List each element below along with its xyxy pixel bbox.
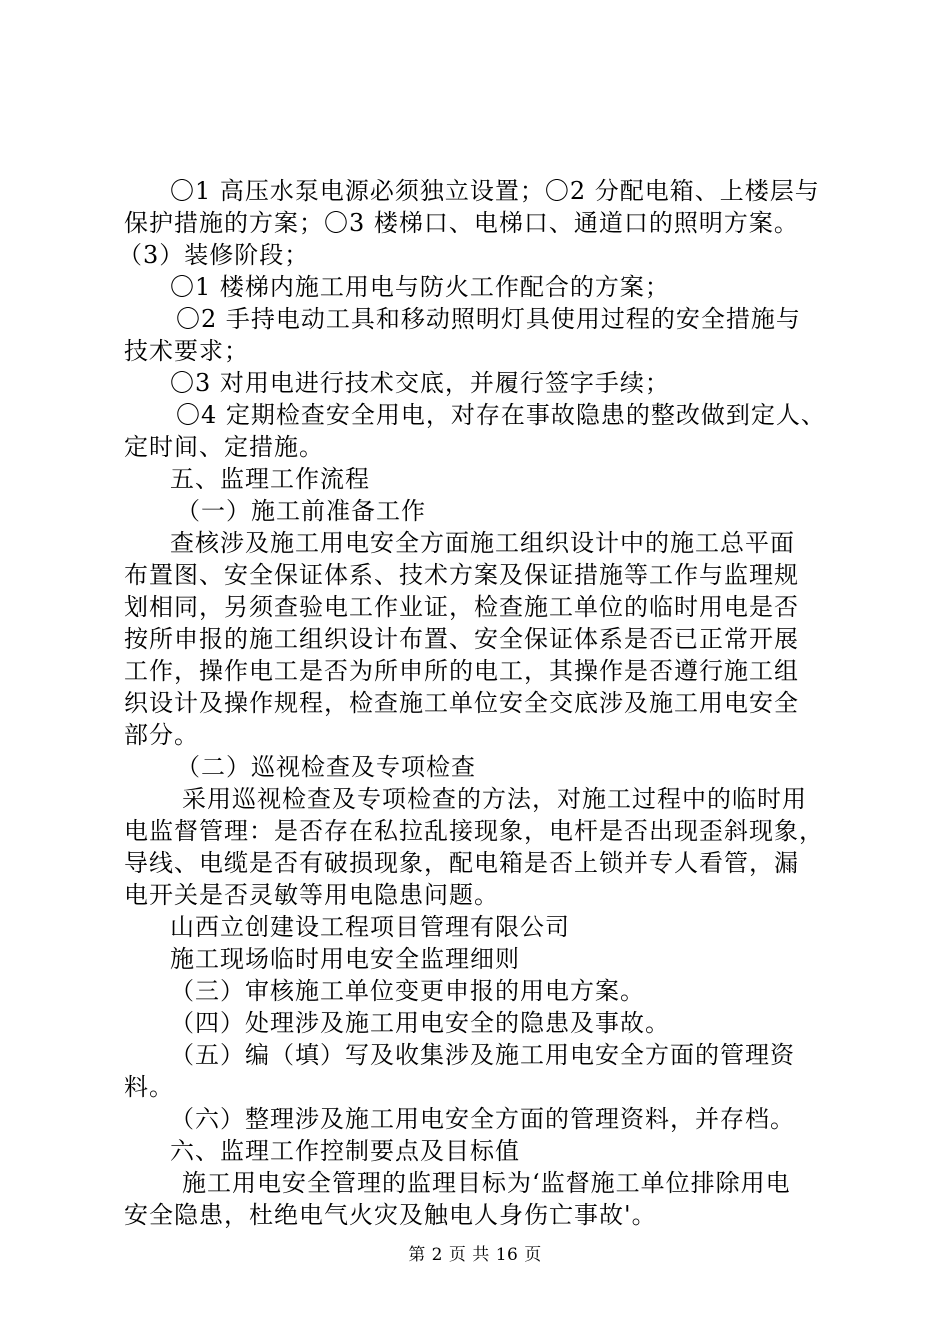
subsection-heading: （五）编（填）写及收集涉及施工用电安全方面的管理资 — [170, 1041, 795, 1069]
list-item: 〇2 手持电动工具和移动照明灯具使用过程的安全措施与 — [176, 305, 801, 333]
section-heading: 五、监理工作流程 — [170, 465, 370, 493]
paragraph-line: 料。 — [124, 1073, 174, 1101]
subsection-heading: （二）巡视检查及专项检查 — [176, 753, 476, 781]
paragraph-line: 电监督管理：是否存在私拉乱接现象，电杆是否出现歪斜现象， — [124, 817, 824, 845]
paragraph-line: 定时间、定措施。 — [124, 433, 324, 461]
subsection-heading: （三）审核施工单位变更申报的用电方案。 — [170, 977, 645, 1005]
subsection-heading: （四）处理涉及施工用电安全的隐患及事故。 — [170, 1009, 670, 1037]
paragraph-line: 施工用电安全管理的监理目标为‘监督施工单位排除用电 — [182, 1169, 791, 1197]
paragraph-line: 技术要求； — [124, 337, 249, 365]
page-number-footer: 第 2 页 共 16 页 — [408, 1245, 542, 1265]
list-item: 〇4 定期检查安全用电，对存在事故隐患的整改做到定人、 — [176, 401, 826, 429]
paragraph-line: 电开关是否灵敏等用电隐患问题。 — [124, 881, 499, 909]
paragraph-line: 安全隐患，杜绝电气火灾及触电人身伤亡事故'。 — [124, 1201, 657, 1229]
paragraph-line: 按所申报的施工组织设计布置、安全保证体系是否已正常开展 — [124, 625, 799, 653]
paragraph-line: 布置图、安全保证体系、技术方案及保证措施等工作与监理规 — [124, 561, 799, 589]
list-item: 〇1 楼梯内施工用电与防火工作配合的方案； — [170, 273, 670, 301]
paragraph-line: 部分。 — [124, 721, 199, 749]
paragraph-line: 织设计及操作规程，检查施工单位安全交底涉及施工用电安全 — [124, 689, 799, 717]
section-heading: 六、监理工作控制要点及目标值 — [170, 1137, 520, 1165]
paragraph-line: 采用巡视检查及专项检查的方法，对施工过程中的临时用 — [182, 785, 807, 813]
company-name: 山西立创建设工程项目管理有限公司 — [170, 913, 570, 941]
paragraph-line: 查核涉及施工用电安全方面施工组织设计中的施工总平面 — [170, 529, 795, 557]
paragraph-line: 保护措施的方案；〇3 楼梯口、电梯口、通道口的照明方案。 — [124, 209, 799, 237]
subsection-heading: （六）整理涉及施工用电安全方面的管理资料，并存档。 — [170, 1105, 795, 1133]
document-body — [118, 175, 836, 1231]
section-subheading: （3）装修阶段； — [118, 241, 310, 269]
document-title: 施工现场临时用电安全监理细则 — [170, 945, 520, 973]
paragraph-line: 导线、电缆是否有破损现象，配电箱是否上锁并专人看管，漏 — [124, 849, 799, 877]
subsection-heading: （一）施工前准备工作 — [176, 497, 426, 525]
paragraph-line: 工作，操作电工是否为所申所的电工，其操作是否遵行施工组 — [124, 657, 799, 685]
paragraph-line: 划相同，另须查验电工作业证，检查施工单位的临时用电是否 — [124, 593, 799, 621]
list-item: 〇3 对用电进行技术交底，并履行签字手续； — [170, 369, 670, 397]
paragraph-line: 〇1 高压水泵电源必须独立设置；〇2 分配电箱、上楼层与 — [170, 177, 820, 205]
